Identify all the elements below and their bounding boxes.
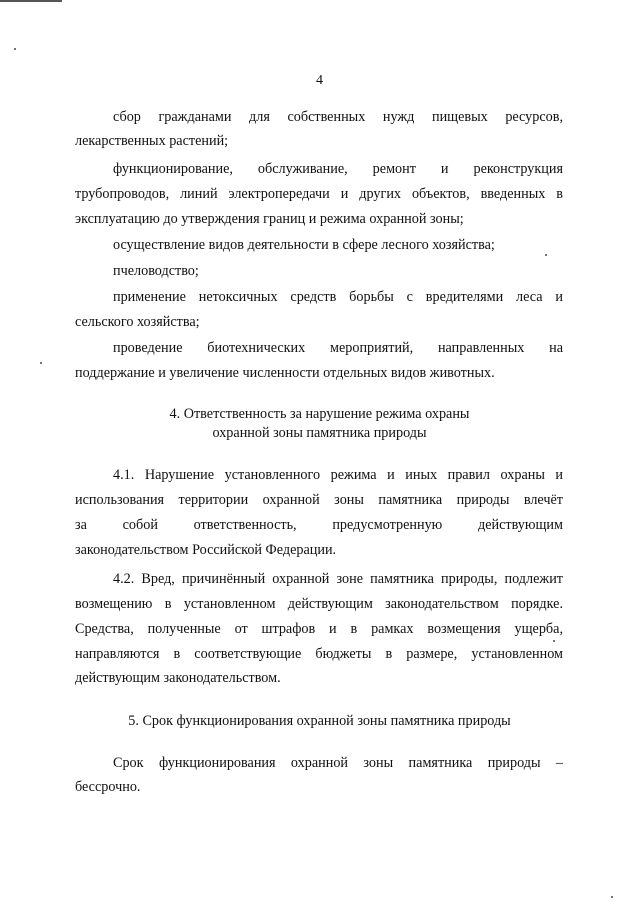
body-line: направляются в соответствующие бюджеты в размере, установленном (75, 646, 563, 662)
body-line: действующим законодательством. (75, 670, 281, 686)
body-line: функционирование, обслуживание, ремонт и реконструкция (113, 161, 563, 177)
body-line: лекарственных растений; (75, 133, 229, 149)
body-line: за собой ответственность, предусмотренную действующим (75, 517, 563, 533)
section-4-heading-line-1: 4. Ответственность за нарушение режима охраны (169, 406, 470, 422)
section-4-heading-line-2: охранной зоны памятника природы (212, 425, 427, 441)
body-line: Срок функционирования охранной зоны памятника природы – (113, 755, 563, 771)
body-line: сбор гражданами для собственных нужд пищевых ресурсов, (113, 109, 563, 125)
scan-artifact-line (0, 0, 62, 2)
body-line: бессрочно. (75, 779, 141, 795)
body-line: 4.1. Нарушение установленного режима и иных правил охраны и (113, 467, 563, 483)
body-line: поддержание и увеличение численности отдельных видов животных. (75, 365, 495, 381)
body-line: применение нетоксичных средств борьбы с вредителями леса и (113, 289, 563, 305)
body-line: пчеловодство; (113, 263, 199, 279)
scan-speck (545, 254, 547, 256)
body-line: использования территории охранной зоны памятника природы влечёт (75, 492, 563, 508)
body-line: осуществление видов деятельности в сфере лесного хозяйства; (113, 237, 495, 253)
body-line: Средства, полученные от штрафов и в рамках возмещения ущерба, (75, 621, 563, 637)
section-5-heading: 5. Срок функционирования охранной зоны памятника природы (128, 713, 511, 729)
body-line: сельского хозяйства; (75, 314, 200, 330)
body-line: возмещению в установленном действующим законодательством порядке. (75, 596, 563, 612)
body-line: 4.2. Вред, причинённый охранной зоне памятника природы, подлежит (113, 571, 563, 587)
scan-speck (611, 896, 613, 898)
body-line: проведение биотехнических мероприятий, направленных на (113, 340, 563, 356)
body-line: законодательством Российской Федерации. (75, 542, 337, 558)
scan-speck (553, 640, 555, 642)
scan-speck (14, 48, 16, 50)
page-number: 4 (316, 73, 323, 88)
body-line: эксплуатацию до утверждения границ и режима охранной зоны; (75, 211, 464, 227)
scan-speck (40, 362, 42, 364)
body-line: трубопроводов, линий электропередачи и других объектов, введенных в (75, 186, 563, 202)
